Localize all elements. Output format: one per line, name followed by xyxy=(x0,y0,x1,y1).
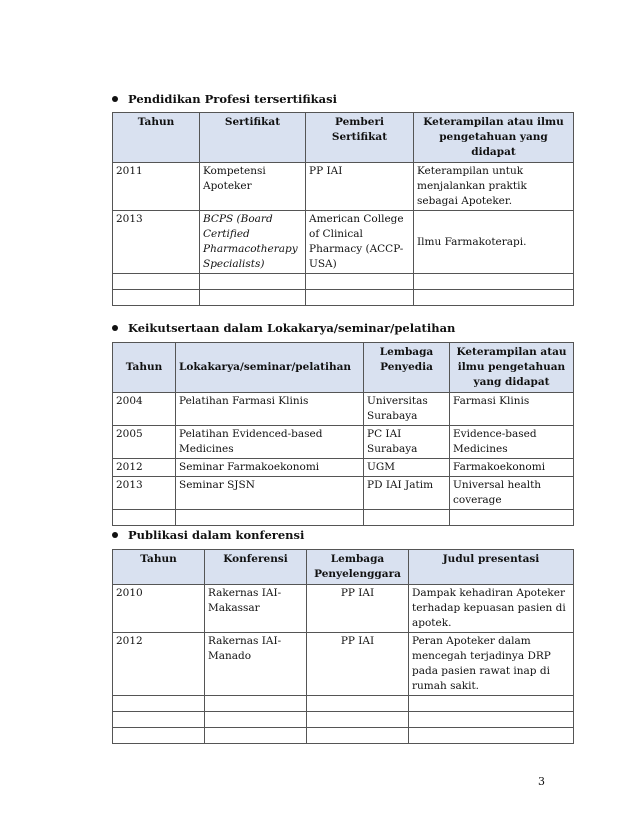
table-row xyxy=(113,585,574,633)
cell-lokakarya: Seminar Farmakoekonomi xyxy=(176,459,364,477)
table-row xyxy=(113,211,574,274)
cell-konferensi: Rakernas IAI-Manado xyxy=(205,633,307,696)
table-header-row xyxy=(113,113,574,163)
header-lokakarya: Lokakarya/seminar/pelatihan xyxy=(176,343,364,393)
cell-keterampilan: Keterampilan untuk menjalankan praktik sebagai Apoteker. xyxy=(414,163,574,211)
cell-keterampilan: Ilmu Farmakoterapi. xyxy=(414,211,574,274)
table-row xyxy=(113,426,574,459)
table-lokakarya-wrap xyxy=(112,342,574,526)
cell-year: 2012 xyxy=(113,459,176,477)
cell-lembaga: Universitas Surabaya xyxy=(364,393,450,426)
cell-judul: Peran Apoteker dalam mencegah terjadinya DRP pada pasien rawat inap di rumah sakit. xyxy=(409,633,574,696)
header-keterampilan: Keterampilan atau ilmu pengetahuan yang didapat xyxy=(414,113,574,163)
table-row xyxy=(113,393,574,426)
cell-konferensi: Rakernas IAI-Makassar xyxy=(205,585,307,633)
table-row-empty xyxy=(113,696,574,712)
header-tahun: Tahun xyxy=(113,550,205,585)
cell-year: 2011 xyxy=(113,163,200,211)
table-lokakarya xyxy=(112,342,574,526)
table-row xyxy=(113,459,574,477)
cell-lembaga: PP IAI xyxy=(307,585,409,633)
table-pendidikan-wrap xyxy=(112,112,574,306)
bullet-icon xyxy=(112,532,118,538)
header-lembaga: Lembaga Penyelenggara xyxy=(307,550,409,585)
cell-lokakarya: Pelatihan Evidenced-based Medicines xyxy=(176,426,364,459)
page-number: 3 xyxy=(538,775,545,788)
cell-year: 2010 xyxy=(113,585,205,633)
cell-lembaga: UGM xyxy=(364,459,450,477)
cell-lembaga: PD IAI Jatim xyxy=(364,477,450,510)
bullet-icon xyxy=(112,325,118,331)
table-row-empty xyxy=(113,712,574,728)
cell-judul: Dampak kehadiran Apoteker terhadap kepuasan pasien di apotek. xyxy=(409,585,574,633)
cell-year: 2012 xyxy=(113,633,205,696)
cell-keterampilan: Evidence-based Medicines xyxy=(450,426,574,459)
cell-lembaga: PP IAI xyxy=(307,633,409,696)
header-pemberi: Pemberi Sertifikat xyxy=(306,113,414,163)
header-keterampilan: Keterampilan atau ilmu pengetahuan yang didapat xyxy=(450,343,574,393)
cell-keterampilan: Farmakoekonomi xyxy=(450,459,574,477)
section-heading-lokakarya xyxy=(112,321,455,335)
header-tahun: Tahun xyxy=(113,343,176,393)
table-row xyxy=(113,163,574,211)
header-tahun: Tahun xyxy=(113,113,200,163)
table-row xyxy=(113,633,574,696)
header-konferensi: Konferensi xyxy=(205,550,307,585)
header-sertifikat: Sertifikat xyxy=(200,113,306,163)
cell-year: 2013 xyxy=(113,477,176,510)
cell-sertifikat: BCPS (Board Certified Pharmacotherapy Specialists) xyxy=(200,211,306,274)
section-heading-pendidikan xyxy=(112,92,337,106)
cell-keterampilan: Universal health coverage xyxy=(450,477,574,510)
table-header-row xyxy=(113,343,574,393)
heading-text: Pendidikan Profesi tersertifikasi xyxy=(128,92,337,106)
cell-year: 2004 xyxy=(113,393,176,426)
bullet-icon xyxy=(112,96,118,102)
cell-year: 2005 xyxy=(113,426,176,459)
table-row-empty xyxy=(113,728,574,744)
cell-keterampilan: Farmasi Klinis xyxy=(450,393,574,426)
table-publikasi-wrap xyxy=(112,549,574,744)
table-row-empty xyxy=(113,290,574,306)
header-judul: Judul presentasi xyxy=(409,550,574,585)
cell-year: 2013 xyxy=(113,211,200,274)
table-row-empty xyxy=(113,274,574,290)
table-pendidikan xyxy=(112,112,574,306)
heading-text: Keikutsertaan dalam Lokakarya/seminar/pelatihan xyxy=(128,321,456,335)
table-publikasi xyxy=(112,549,574,744)
cell-lokakarya: Seminar SJSN xyxy=(176,477,364,510)
cell-pemberi: PP IAI xyxy=(306,163,414,211)
cell-lokakarya: Pelatihan Farmasi Klinis xyxy=(176,393,364,426)
section-heading-publikasi xyxy=(112,528,304,542)
table-row-empty xyxy=(113,510,574,526)
cell-lembaga: PC IAI Surabaya xyxy=(364,426,450,459)
cell-pemberi: American College of Clinical Pharmacy (ACCP-USA) xyxy=(306,211,414,274)
table-header-row xyxy=(113,550,574,585)
cell-sertifikat: Kompetensi Apoteker xyxy=(200,163,306,211)
table-row xyxy=(113,477,574,510)
heading-text: Publikasi dalam konferensi xyxy=(128,528,305,542)
header-lembaga: Lembaga Penyedia xyxy=(364,343,450,393)
